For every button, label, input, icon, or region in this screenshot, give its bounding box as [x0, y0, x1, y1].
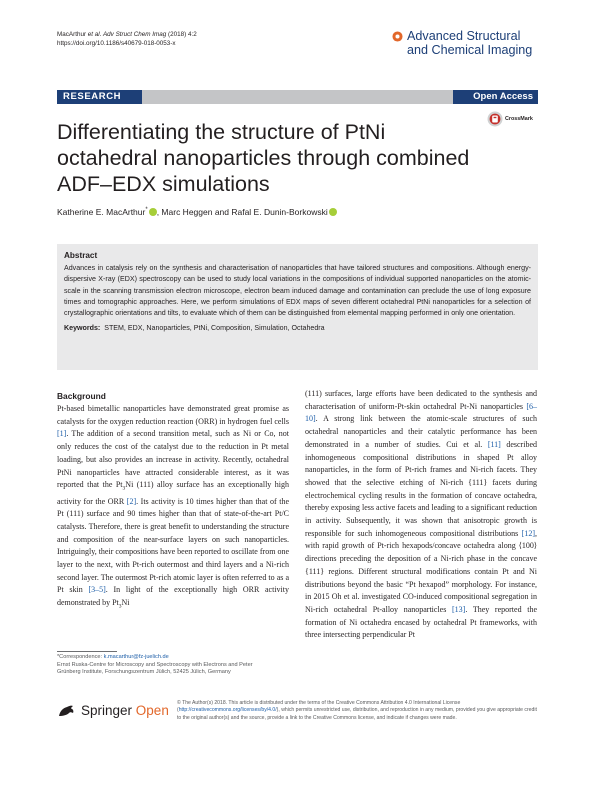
- publisher-name: Springer Open: [81, 703, 169, 718]
- reference-link[interactable]: [6–10]: [305, 401, 537, 424]
- abstract-box: [57, 244, 538, 370]
- section-heading: Background: [57, 391, 106, 401]
- orcid-icon[interactable]: [329, 208, 337, 216]
- abstract-body: Advances in catalysis rely on the synthesis and characterisation of nanoparticles that have tailored structures and compositions. Although energy-dispersive X-ray (EDX) spectroscopy can be used to study local variations in the compositions of individual supported nanoparticles on the atomic-scale in the scanning transmission electron microscope, electron beam induced damage and contamination can preclude the use of long exposure times and tomographic approaches. Here, we perform simulations of EDX maps of seven different octahedral PtNi nanoparticles for a selection of crystallographic orientations and tilts, to evaluate which of them can be distinguished from elemental mapping performed in only one orientation.: [64, 264, 531, 318]
- correspondence-footnote: *Correspondence: k.macarthur@fz-juelich.de Ernst Ruska-Centre for Microscopy and Spectroscopy with Electrons and Peter Grünberg Institute, Forschungszentrum Jülich, 52425 Jülich, Germany: [57, 654, 277, 677]
- keywords: [64, 323, 531, 334]
- reference-link[interactable]: [13]: [452, 604, 466, 614]
- license-link[interactable]: http://creativecommons.org/licenses/by/4.0/: [178, 707, 277, 714]
- crossmark-button[interactable]: [487, 111, 533, 127]
- keywords-label: Keywords:: [64, 324, 101, 333]
- crossmark-icon: [487, 111, 503, 127]
- author-name[interactable]: Katherine E. MacArthur: [57, 206, 146, 217]
- author-list: [57, 205, 337, 218]
- paragraph: Pt-based bimetallic nanoparticles have demonstrated great promise as catalysts for the oxygen reduction reaction (ORR) in hydrogen fuel cells [1]. The addition of a second transition metal, such as Ni or Co, not only reduces the cost of the catalyst due to the reduction in Pt metal loading, but also provides an increase in activity. Recently, octahedral PtNi nanoparticles have attracted considerable interest, as it was reported that the $Pt_3Ni$ (111) alloy surface has an exceptionally high activity for the ORR [2]. Its activity is 10 times higher than that of the Pt (111) surface and 90 times higher than that of state-of-the-art Pt/C catalysts. Therefore, there is great benefit to understanding the structure and composition of the near-surface layers on such nanoparticles. Intriguingly, their compositions have been reported to oscillate from one layer to the next, with Pt-rich outermost and third layers and a Ni-rich second layer. The outermost Pt-rich atomic layer is often referred to as a Pt skin [3–5]. In light of the exceptionally high ORR activity demonstrated by $Pt_3Ni$: [57, 404, 290, 610]
- springer-horse-icon: [57, 704, 77, 718]
- publisher-logo[interactable]: [57, 703, 169, 718]
- body-column-right: [305, 388, 537, 642]
- citation-line1: MacArthur et al. Adv Struct Chem Imag (2018) 4:2: [57, 31, 197, 38]
- paragraph: (111) surfaces, large efforts have been dedicated to the synthesis and characterisation of uniform-Pt-skin octahedral Pt-Ni nanoparticles [6–10]. A strong link between the atomic-scale structures of such octahedral nanoparticles and their catalytic performance has been demonstrated in a number of studies. Cui et al. [11] described inhomogeneous compositional distributions in shaped Pt alloy nanoparticles, in the form of Pt-rich frames and Ni-rich facets. They showed that the selective etching of Ni-rich {111} facets during electrochemical cycling results in the formation of concave octahedra, thereby exposing less active facets and leading to a significant reduction in activity. Subsequently, it was shown that anisotropic growth is responsible for such inhomogeneous compositional distributions [12], with rapid growth of Pt-rich hexapods/concave octahedra along ⟨100⟩ directions preceding the deposition of a Ni-rich phase in the concave {111} regions. Different structural modifications contain Pt and Ni distributions beyond the basic “Pt hexapod” morphology. For instance, in 2015 Oh et al. investigated CO-induced compositional segregation in Ni-rich octahedral Pt-alloy nanoparticles [13]. They reported the formation of Ni octahedra encased by octahedral Pt frameworks, with three intersecting perpendicular Pt: [305, 389, 537, 640]
- license-text: © The Author(s) 2018. This article is distributed under the terms of the Creative Commons Attribution 4.0 International License (http://creativecommons.org/licenses/by/4.0/), which permits unrestricted use, distribution, and reproduction in any medium, provided you give appropriate credit to the original author(s) and the source, provide a link to the Creative Commons license, and indicate if changes were made.: [177, 700, 537, 721]
- open-access-badge: Open Access: [453, 90, 538, 104]
- journal-name: Advanced Structural and Chemical Imaging: [407, 29, 533, 57]
- reference-link[interactable]: [1]: [57, 429, 67, 439]
- citation: [57, 31, 197, 48]
- journal-logo[interactable]: [392, 29, 532, 57]
- crossmark-label: CrossMark: [505, 116, 533, 122]
- reference-link[interactable]: [2]: [126, 496, 137, 506]
- reference-link[interactable]: [12]: [521, 528, 535, 538]
- reference-link[interactable]: [3–5]: [88, 585, 106, 595]
- abstract-heading: Abstract: [64, 251, 98, 260]
- affiliation: Ernst Ruska-Centre for Microscopy and Spectroscopy with Electrons and Peter Grünberg Institute, Forschungszentrum Jülich, 52425 Jülich, Germany: [57, 661, 253, 676]
- keywords-list: STEM, EDX, Nanoparticles, PtNi, Composition, Simulation, Octahedra: [104, 324, 325, 333]
- email-link[interactable]: k.macarthur@fz-juelich.de: [103, 654, 169, 660]
- article-title: Differentiating the structure of PtNi octahedral nanoparticles through combined ADF–EDX simulations: [57, 120, 470, 196]
- doi-link[interactable]: https://doi.org/10.1186/s40679-018-0053-x: [57, 39, 176, 47]
- coauthor-names: , Marc Heggen and Rafal E. Dunin-Borkowski: [156, 206, 328, 217]
- section-label: RESEARCH: [57, 90, 142, 104]
- journal-logo-icon: [392, 31, 403, 42]
- body-column-left: [57, 391, 289, 613]
- orcid-icon[interactable]: [149, 208, 157, 216]
- footnote-divider: [57, 651, 117, 652]
- reference-link[interactable]: [11]: [487, 439, 501, 449]
- corresponding-mark: *: [145, 207, 148, 213]
